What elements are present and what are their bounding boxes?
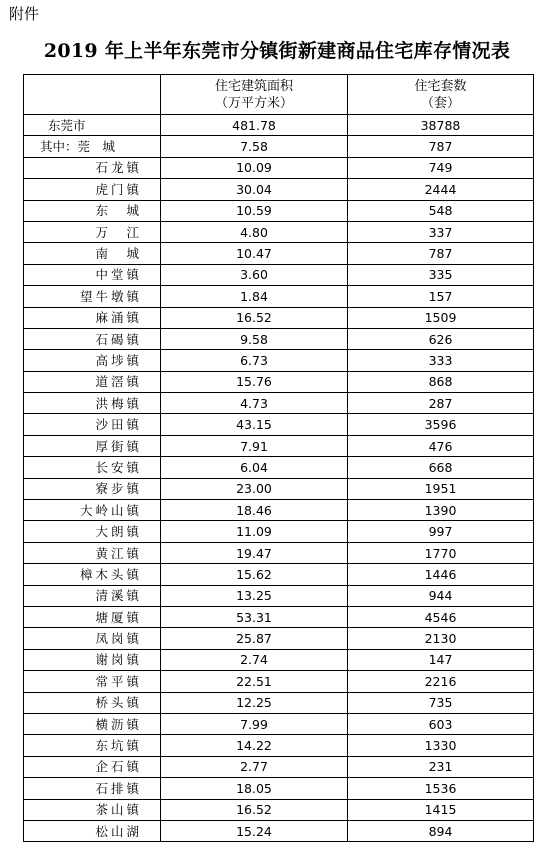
units-cell: 147	[348, 649, 534, 670]
units-cell: 2130	[348, 628, 534, 649]
area-cell: 16.52	[161, 307, 348, 328]
table-row	[24, 157, 534, 178]
town-name-cell: 其中：莞 城	[24, 136, 161, 157]
area-cell: 10.47	[161, 243, 348, 264]
area-cell: 1.84	[161, 286, 348, 307]
header-units-line1: 住宅套数	[414, 78, 467, 94]
units-cell: 333	[348, 350, 534, 371]
units-cell: 335	[348, 264, 534, 285]
units-cell: 476	[348, 435, 534, 456]
units-cell: 868	[348, 371, 534, 392]
header-area-line2: （万平方米）	[214, 95, 293, 111]
town-name-cell: 松山湖	[24, 820, 161, 841]
town-name-cell: 塘厦镇	[24, 606, 161, 627]
table-row	[24, 435, 534, 456]
town-name-cell: 大朗镇	[24, 521, 161, 542]
table-row	[24, 820, 534, 841]
town-name-cell: 企石镇	[24, 756, 161, 777]
table-row	[24, 243, 534, 264]
town-name-cell: 石碣镇	[24, 328, 161, 349]
units-cell: 749	[348, 157, 534, 178]
units-cell: 668	[348, 457, 534, 478]
area-cell: 9.58	[161, 328, 348, 349]
area-cell: 2.77	[161, 756, 348, 777]
table-row	[24, 585, 534, 606]
units-cell: 38788	[348, 115, 534, 136]
area-cell: 25.87	[161, 628, 348, 649]
header-units	[348, 75, 534, 115]
table-row	[24, 500, 534, 521]
area-cell: 7.91	[161, 435, 348, 456]
table-row	[24, 457, 534, 478]
table-row	[24, 713, 534, 734]
table-row	[24, 606, 534, 627]
table-row	[24, 136, 534, 157]
area-cell: 7.99	[161, 713, 348, 734]
area-cell: 22.51	[161, 671, 348, 692]
area-cell: 12.25	[161, 692, 348, 713]
table-row	[24, 478, 534, 499]
area-cell: 18.05	[161, 778, 348, 799]
units-cell: 3596	[348, 414, 534, 435]
header-blank-cell	[24, 75, 161, 115]
area-cell: 16.52	[161, 799, 348, 820]
units-cell: 1446	[348, 564, 534, 585]
town-name-cell: 虎门镇	[24, 179, 161, 200]
town-name-cell: 黄江镇	[24, 542, 161, 563]
table-row	[24, 521, 534, 542]
town-name-cell: 望牛墩镇	[24, 286, 161, 307]
inventory-table	[23, 74, 534, 842]
table-row	[24, 628, 534, 649]
town-name-cell: 万 江	[24, 221, 161, 242]
town-name-cell: 横沥镇	[24, 713, 161, 734]
units-cell: 944	[348, 585, 534, 606]
table-row	[24, 328, 534, 349]
units-cell: 1330	[348, 735, 534, 756]
table-row	[24, 756, 534, 777]
area-cell: 3.60	[161, 264, 348, 285]
town-name-cell: 茶山镇	[24, 799, 161, 820]
units-cell: 1536	[348, 778, 534, 799]
town-name-cell: 石排镇	[24, 778, 161, 799]
town-name-cell: 寮步镇	[24, 478, 161, 499]
town-name-cell: 东 城	[24, 200, 161, 221]
table-row	[24, 286, 534, 307]
town-name-cell: 樟木头镇	[24, 564, 161, 585]
town-name-cell: 高埗镇	[24, 350, 161, 371]
units-cell: 287	[348, 393, 534, 414]
area-cell: 15.62	[161, 564, 348, 585]
table-row	[24, 393, 534, 414]
area-cell: 11.09	[161, 521, 348, 542]
area-cell: 4.80	[161, 221, 348, 242]
town-name-cell: 石龙镇	[24, 157, 161, 178]
area-cell: 14.22	[161, 735, 348, 756]
area-cell: 4.73	[161, 393, 348, 414]
units-cell: 157	[348, 286, 534, 307]
table-row	[24, 414, 534, 435]
town-name-cell: 沙田镇	[24, 414, 161, 435]
table-row	[24, 564, 534, 585]
area-cell: 7.58	[161, 136, 348, 157]
table-row	[24, 692, 534, 713]
units-cell: 735	[348, 692, 534, 713]
table-row	[24, 221, 534, 242]
table-row	[24, 799, 534, 820]
header-area-line1: 住宅建筑面积	[214, 78, 293, 94]
town-name-cell: 常平镇	[24, 671, 161, 692]
attachment-label: 附件	[9, 5, 40, 23]
town-name-cell: 麻涌镇	[24, 307, 161, 328]
town-name-cell: 洪梅镇	[24, 393, 161, 414]
area-cell: 18.46	[161, 500, 348, 521]
table-row	[24, 649, 534, 670]
units-cell: 2216	[348, 671, 534, 692]
table-body	[24, 115, 534, 842]
table-row	[24, 542, 534, 563]
units-cell: 997	[348, 521, 534, 542]
units-cell: 548	[348, 200, 534, 221]
area-cell: 10.59	[161, 200, 348, 221]
table-row	[24, 371, 534, 392]
town-name-cell: 东莞市	[24, 115, 161, 136]
area-cell: 2.74	[161, 649, 348, 670]
area-cell: 19.47	[161, 542, 348, 563]
units-cell: 894	[348, 820, 534, 841]
area-cell: 23.00	[161, 478, 348, 499]
table-row	[24, 350, 534, 371]
town-name-cell: 桥头镇	[24, 692, 161, 713]
table-row	[24, 179, 534, 200]
table-row	[24, 778, 534, 799]
units-cell: 1509	[348, 307, 534, 328]
units-cell: 1770	[348, 542, 534, 563]
units-cell: 1390	[348, 500, 534, 521]
area-cell: 10.09	[161, 157, 348, 178]
table-row	[24, 671, 534, 692]
units-cell: 4546	[348, 606, 534, 627]
table-row	[24, 264, 534, 285]
units-cell: 2444	[348, 179, 534, 200]
table-row	[24, 115, 534, 136]
header-units-line2: （套）	[420, 95, 460, 111]
page-title: 2019 年上半年东莞市分镇街新建商品住宅库存情况表	[43, 40, 511, 62]
town-name-cell: 凤岗镇	[24, 628, 161, 649]
town-name-cell: 清溪镇	[24, 585, 161, 606]
table-header-row	[24, 75, 534, 115]
table-row	[24, 307, 534, 328]
units-cell: 1415	[348, 799, 534, 820]
units-cell: 603	[348, 713, 534, 734]
town-name-cell: 东坑镇	[24, 735, 161, 756]
town-name-cell: 厚街镇	[24, 435, 161, 456]
town-name-cell: 大岭山镇	[24, 500, 161, 521]
area-cell: 15.24	[161, 820, 348, 841]
area-cell: 53.31	[161, 606, 348, 627]
area-cell: 6.73	[161, 350, 348, 371]
town-name-cell: 长安镇	[24, 457, 161, 478]
town-name-cell: 南 城	[24, 243, 161, 264]
units-cell: 231	[348, 756, 534, 777]
area-cell: 481.78	[161, 115, 348, 136]
town-name-cell: 谢岗镇	[24, 649, 161, 670]
area-cell: 13.25	[161, 585, 348, 606]
area-cell: 6.04	[161, 457, 348, 478]
header-area	[161, 75, 348, 115]
town-name-cell: 道滘镇	[24, 371, 161, 392]
table-row	[24, 735, 534, 756]
town-name-cell: 中堂镇	[24, 264, 161, 285]
units-cell: 1951	[348, 478, 534, 499]
area-cell: 43.15	[161, 414, 348, 435]
units-cell: 787	[348, 136, 534, 157]
area-cell: 15.76	[161, 371, 348, 392]
units-cell: 787	[348, 243, 534, 264]
table-row	[24, 200, 534, 221]
area-cell: 30.04	[161, 179, 348, 200]
units-cell: 337	[348, 221, 534, 242]
units-cell: 626	[348, 328, 534, 349]
